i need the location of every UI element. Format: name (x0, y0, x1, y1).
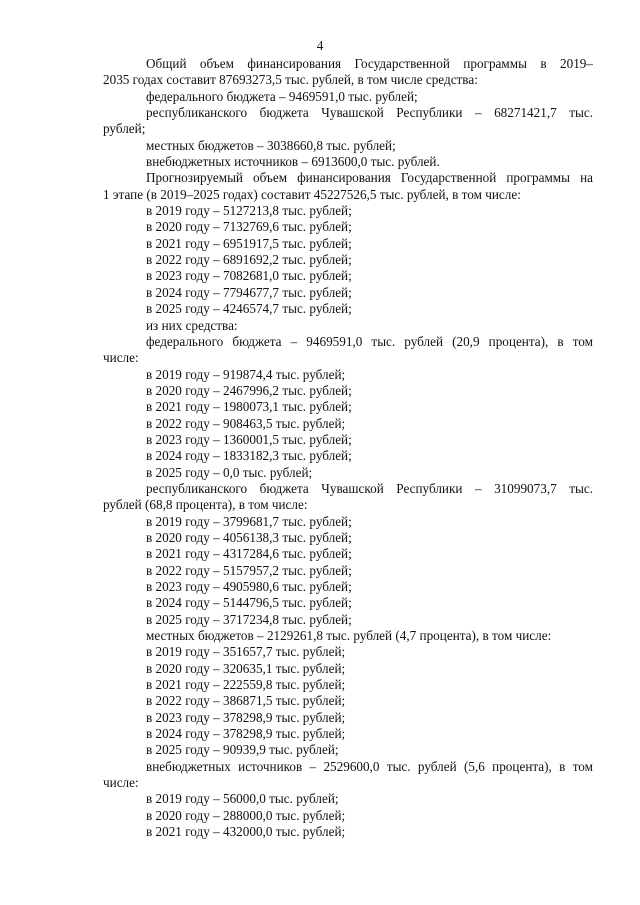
total-financing-section (103, 56, 593, 170)
year-item: в 2021 году – 6951917,5 тыс. рублей; (146, 235, 352, 251)
year-item: в 2021 году – 222559,8 тыс. рублей; (146, 677, 346, 693)
year-item: в 2024 году – 7794677,7 тыс. рублей; (146, 284, 352, 300)
local-budget-section (103, 628, 593, 759)
paragraph-line: из них средства: (146, 317, 238, 333)
paragraph-line: числе: (103, 350, 139, 366)
year-item: в 2022 году – 6891692,2 тыс. рублей; (146, 252, 352, 268)
paragraph-line: федерального бюджета – 9469591,0 тыс. рублей (20,9 процента), в том (146, 333, 593, 349)
paragraph-line: республиканского бюджета Чувашской Республики – 68271421,7 тыс. (146, 105, 593, 121)
year-item: в 2019 году – 919874,4 тыс. рублей; (146, 366, 346, 382)
year-item: в 2019 году – 56000,0 тыс. рублей; (146, 791, 339, 807)
extrabudgetary-section (103, 759, 593, 841)
year-item: в 2020 году – 4056138,3 тыс. рублей; (146, 529, 352, 545)
paragraph-line: числе: (103, 775, 139, 791)
year-item: в 2025 году – 4246574,7 тыс. рублей; (146, 301, 352, 317)
year-item: в 2023 году – 1360001,5 тыс. рублей; (146, 431, 352, 447)
year-item: в 2022 году – 5157957,2 тыс. рублей; (146, 562, 352, 578)
year-item: в 2023 году – 4905980,6 тыс. рублей; (146, 579, 352, 594)
republican-budget-section (103, 481, 593, 628)
paragraph-line: федерального бюджета – 9469591,0 тыс. рублей; (146, 88, 418, 104)
year-item: в 2025 году – 0,0 тыс. рублей; (146, 464, 313, 480)
paragraph-line: Общий объем финансирования Государственной программы в 2019– (146, 56, 593, 71)
year-item: в 2025 году – 3717234,8 тыс. рублей; (146, 611, 352, 627)
year-item: в 2019 году – 3799681,7 тыс. рублей; (146, 513, 352, 529)
year-item: в 2021 году – 1980073,1 тыс. рублей; (146, 399, 352, 415)
year-item: в 2021 году – 432000,0 тыс. рублей; (146, 824, 346, 840)
year-item: в 2020 году – 320635,1 тыс. рублей; (146, 660, 346, 676)
year-item: в 2024 году – 1833182,3 тыс. рублей; (146, 448, 352, 464)
paragraph-line: внебюджетных источников – 6913600,0 тыс. рублей. (146, 154, 440, 170)
paragraph-line: Прогнозируемый объем финансирования Государственной программы на (146, 170, 593, 186)
year-item: в 2025 году – 90939,9 тыс. рублей; (146, 742, 339, 758)
paragraph-line: местных бюджетов – 2129261,8 тыс. рублей (4,7 процента), в том числе: (146, 628, 552, 644)
paragraph-line: рублей; (103, 121, 146, 137)
year-item: в 2019 году – 5127213,8 тыс. рублей; (146, 203, 352, 219)
paragraph-line: 2035 годах составит 87693273,5 тыс. рублей, в том числе средства: (103, 72, 478, 88)
year-item: в 2022 году – 908463,5 тыс. рублей; (146, 415, 346, 431)
stage1-section (103, 170, 593, 333)
year-item: в 2024 году – 378298,9 тыс. рублей; (146, 726, 346, 742)
year-item: в 2023 году – 7082681,0 тыс. рублей; (146, 268, 352, 284)
year-item: в 2023 году – 378298,9 тыс. рублей; (146, 709, 346, 725)
page-number: 4 (316, 38, 324, 53)
paragraph-line: республиканского бюджета Чувашской Республики – 31099073,7 тыс. (146, 480, 593, 496)
year-item: в 2020 году – 288000,0 тыс. рублей; (146, 807, 346, 823)
year-item: в 2024 году – 5144796,5 тыс. рублей; (146, 595, 352, 611)
year-item: в 2020 году – 7132769,6 тыс. рублей; (146, 219, 352, 235)
year-item: в 2022 году – 386871,5 тыс. рублей; (146, 693, 346, 709)
paragraph-line: 1 этапе (в 2019–2025 годах) составит 45227526,5 тыс. рублей, в том числе: (103, 186, 521, 202)
year-item: в 2021 году – 4317284,6 тыс. рублей; (146, 546, 352, 562)
year-item: в 2019 году – 351657,7 тыс. рублей; (146, 644, 346, 660)
paragraph-line: внебюджетных источников – 2529600,0 тыс. рублей (5,6 процента), в том (146, 758, 593, 774)
year-item: в 2020 году – 2467996,2 тыс. рублей; (146, 382, 352, 398)
document-body (103, 56, 593, 841)
paragraph-line: рублей (68,8 процента), в том числе: (103, 497, 308, 513)
paragraph-line: местных бюджетов – 3038660,8 тыс. рублей; (146, 137, 396, 153)
federal-budget-section (103, 334, 593, 481)
